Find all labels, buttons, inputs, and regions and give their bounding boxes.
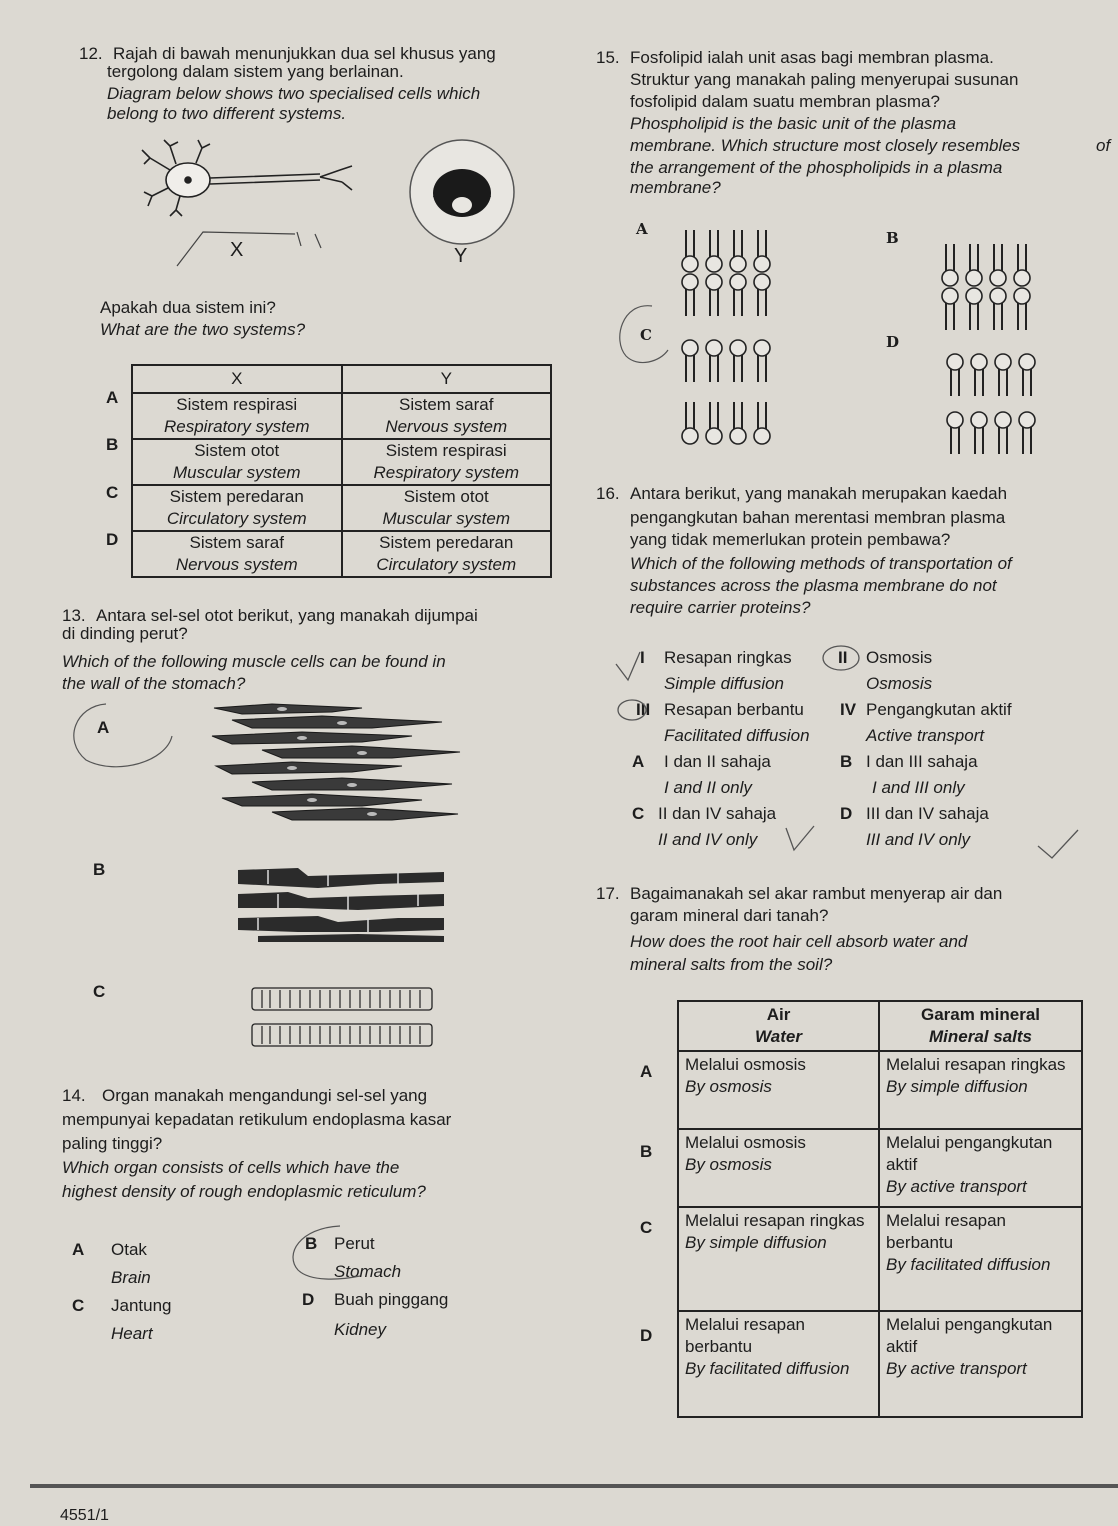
q15-option-a-letter[interactable]: A	[636, 220, 648, 238]
q13-option-b-letter[interactable]: B	[93, 860, 106, 879]
option-text: Melalui resapan ringkas	[685, 1211, 865, 1230]
q12-option-c-row[interactable]	[132, 485, 551, 531]
q14-en-line1: Which organ consists of cells which have the	[62, 1158, 400, 1177]
q12-question-en: What are the two systems?	[100, 320, 306, 339]
q16-option-a-ms[interactable]: I dan II sahaja	[664, 752, 771, 771]
q12-number: 12.	[79, 44, 103, 63]
option-text: Melalui pengangkutan aktif	[886, 1315, 1053, 1356]
q17-header-water-ms: Air	[766, 1005, 791, 1024]
q17-option-b-row[interactable]	[678, 1129, 1082, 1207]
q17-header-mineral-en: Mineral salts	[929, 1027, 1032, 1046]
phospholipid-molecule	[754, 274, 770, 316]
q13-option-a-letter[interactable]: A	[97, 718, 110, 737]
phospholipid-molecule	[754, 230, 770, 272]
q16-en-line2: substances across the plasma membrane do not	[630, 576, 997, 595]
phospholipid-molecule	[730, 340, 746, 382]
q16-item-ii-roman: II	[838, 648, 848, 667]
membrane-structure-b[interactable]	[936, 236, 1056, 346]
q16-item-i-en: Simple diffusion	[664, 674, 785, 693]
q16-item-ii-en: Osmosis	[866, 674, 933, 693]
skeletal-muscle-figure[interactable]	[250, 984, 435, 1054]
option-text: Melalui osmosis	[685, 1133, 806, 1152]
q17-en-line1: How does the root hair cell absorb water and	[630, 932, 968, 951]
membrane-structure-d[interactable]	[945, 350, 1055, 462]
option-text: Sistem otot	[403, 487, 489, 506]
q16-option-d-letter[interactable]: D	[840, 804, 853, 823]
q14-option-b-ms[interactable]: Perut	[334, 1234, 375, 1253]
phospholipid-molecule	[1014, 288, 1030, 330]
q12-option-a-letter[interactable]: A	[106, 388, 119, 407]
q17-header-mineral-ms: Garam mineral	[920, 1005, 1041, 1024]
q14-option-b-en: Stomach	[334, 1262, 402, 1281]
q14-option-d-ms[interactable]: Buah pinggang	[334, 1290, 449, 1309]
option-text-en: By active transport	[886, 1359, 1027, 1378]
neuron-annotation-lines	[175, 228, 325, 278]
pencil-circle-mark	[66, 700, 176, 770]
option-text: Melalui osmosis	[685, 1055, 806, 1074]
footer-divider	[30, 1484, 1118, 1488]
q15-option-b-letter[interactable]: B	[886, 229, 899, 247]
option-text: Sistem saraf	[189, 533, 284, 552]
neuron-cell-figure	[140, 140, 380, 240]
phospholipid-molecule	[966, 288, 982, 330]
phospholipid-molecule	[682, 340, 698, 382]
option-text-en: Circulatory system	[376, 555, 517, 574]
q17-ms-line1: Bagaimanakah sel akar rambut menyerap air dan	[630, 884, 1003, 903]
q17-option-b-letter[interactable]: B	[640, 1142, 653, 1161]
phospholipid-molecule	[995, 412, 1011, 454]
phospholipid-molecule	[682, 402, 698, 444]
q13-number: 13.	[62, 606, 86, 625]
phospholipid-molecule	[706, 274, 722, 316]
q16-ms-line3: yang tidak memerlukan protein pembawa?	[630, 530, 951, 549]
footer-code: 4551/1	[60, 1507, 109, 1524]
q12-header-x: X	[132, 365, 342, 393]
q15-en-line1: Phospholipid is the basic unit of the plasma	[630, 114, 957, 133]
membrane-structure-c[interactable]	[680, 336, 790, 446]
phospholipid-molecule	[995, 354, 1011, 396]
option-text-en: By facilitated diffusion	[886, 1255, 1051, 1274]
q14-option-b-letter[interactable]: B	[305, 1234, 318, 1253]
q14-ms-line2: mempunyai kepadatan retikulum endoplasma kasar	[62, 1110, 452, 1129]
q16-item-iv-roman: IV	[840, 700, 857, 719]
option-text-en: Nervous system	[385, 417, 508, 436]
pencil-circle-mark	[280, 1224, 410, 1284]
phospholipid-molecule	[682, 230, 698, 272]
phospholipid-molecule	[1014, 244, 1030, 286]
phospholipid-molecule	[754, 402, 770, 444]
q17-en-line2: mineral salts from the soil?	[630, 955, 833, 974]
q15-en-line2: membrane. Which structure most closely resembles	[630, 136, 1021, 155]
q16-option-d-en: III and IV only	[866, 830, 970, 849]
q15-en-line4: membrane?	[630, 178, 721, 197]
membrane-structure-a[interactable]	[680, 222, 790, 332]
q12-option-c-letter[interactable]: C	[106, 483, 119, 502]
q16-item-iii-en: Facilitated diffusion	[664, 726, 810, 745]
phospholipid-molecule	[706, 230, 722, 272]
q12-option-d-letter[interactable]: D	[106, 530, 119, 549]
q12-option-d-row[interactable]	[132, 531, 551, 577]
option-text-en: Respiratory system	[164, 417, 310, 436]
phospholipid-molecule	[971, 412, 987, 454]
q16-item-iv-en: Active transport	[866, 726, 985, 745]
q13-en-line2: the wall of the stomach?	[62, 674, 246, 693]
phospholipid-molecule	[971, 354, 987, 396]
q17-option-c-letter[interactable]: C	[640, 1218, 653, 1237]
phospholipid-molecule	[754, 340, 770, 382]
label-y: Y	[454, 245, 468, 267]
q15-ms-line3: fosfolipid dalam suatu membran plasma?	[630, 92, 940, 111]
q16-en-line1: Which of the following methods of transportation of	[630, 554, 1012, 573]
q14-en-line2: highest density of rough endoplasmic reticulum?	[62, 1182, 426, 1201]
q16-item-i-ms: Resapan ringkas	[664, 648, 792, 667]
phospholipid-molecule	[730, 274, 746, 316]
option-text-en: Muscular system	[382, 509, 511, 528]
q12-option-b-letter[interactable]: B	[106, 435, 119, 454]
q16-ms-line1: Antara berikut, yang manakah merupakan kaedah	[630, 484, 1008, 503]
q14-number: 14.	[62, 1086, 86, 1105]
q16-item-ii-ms: Osmosis	[866, 648, 933, 667]
q16-item-iii-roman: III	[636, 700, 651, 719]
q14-option-c-en: Heart	[111, 1324, 153, 1343]
q16-option-d-ms[interactable]: III dan IV sahaja	[866, 804, 989, 823]
phospholipid-molecule	[947, 412, 963, 454]
q16-option-a-letter[interactable]: A	[632, 752, 645, 771]
q16-option-a-en: I and II only	[664, 778, 752, 797]
q15-ms-line1: Fosfolipid ialah unit asas bagi membran plasma.	[630, 48, 994, 67]
q13-option-c-letter[interactable]: C	[93, 982, 106, 1001]
phospholipid-molecule	[966, 244, 982, 286]
q17-options-table	[677, 1000, 1083, 1418]
phospholipid-molecule	[1019, 412, 1035, 454]
q16-number: 16.	[596, 484, 620, 503]
phospholipid-molecule	[730, 402, 746, 444]
q14-option-a-en: Brain	[111, 1268, 151, 1287]
q12-option-a-row[interactable]	[132, 393, 551, 439]
pencil-circle-mark	[612, 300, 672, 370]
option-text-en: By osmosis	[685, 1155, 772, 1174]
q17-option-a-letter[interactable]: A	[640, 1062, 653, 1081]
q17-header-water-en: Water	[755, 1027, 802, 1046]
label-x: X	[230, 239, 244, 261]
q16-option-b-en: I and III only	[872, 778, 965, 797]
option-text: Sistem respirasi	[385, 441, 507, 460]
q12-en-line1: Diagram below shows two specialised cells which	[107, 84, 481, 103]
q14-option-d-letter[interactable]: D	[302, 1290, 315, 1309]
q16-option-c-ms[interactable]: II dan IV sahaja	[658, 804, 777, 823]
q15-en-line3: the arrangement of the phospholipids in a plasma	[630, 158, 1003, 177]
q13-en-line1: Which of the following muscle cells can be found in	[62, 652, 446, 671]
q17-option-a-row[interactable]	[678, 1051, 1082, 1129]
q17-option-c-row[interactable]	[678, 1207, 1082, 1311]
q14-option-a-letter[interactable]: A	[72, 1240, 85, 1259]
q12-options-table	[131, 364, 552, 578]
option-text-en: Circulatory system	[166, 509, 307, 528]
q16-item-iv-ms: Pengangkutan aktif	[866, 700, 1012, 719]
q13-ms-line2: di dinding perut?	[62, 624, 188, 643]
q16-option-b-ms[interactable]: I dan III sahaja	[866, 752, 978, 771]
option-text: Melalui resapan ringkas	[886, 1055, 1066, 1074]
option-text: Sistem peredaran	[169, 487, 304, 506]
q14-ms-line3: paling tinggi?	[62, 1134, 163, 1153]
q12-option-b-row[interactable]	[132, 439, 551, 485]
phospholipid-molecule	[730, 230, 746, 272]
option-text: Sistem otot	[194, 441, 280, 460]
pencil-annotation-marks	[600, 630, 1090, 860]
q17-option-d-row[interactable]	[678, 1311, 1082, 1417]
q16-item-i-roman: I	[640, 648, 645, 667]
q16-item-iii-ms: Resapan berbantu	[664, 700, 804, 719]
option-text-en: Respiratory system	[373, 463, 519, 482]
option-text: Melalui resapan berbantu	[886, 1211, 1007, 1252]
q17-option-d-letter[interactable]: D	[640, 1326, 653, 1345]
q15-option-c-letter[interactable]: C	[640, 326, 652, 344]
q12-en-line2: belong to two different systems.	[107, 104, 347, 123]
phospholipid-molecule	[990, 244, 1006, 286]
smooth-muscle-figure[interactable]	[212, 700, 462, 825]
q14-option-a-ms[interactable]: Otak	[111, 1240, 147, 1259]
option-text-en: Muscular system	[172, 463, 301, 482]
phospholipid-molecule	[706, 402, 722, 444]
option-text: Melalui resapan berbantu	[685, 1315, 806, 1356]
phospholipid-molecule	[947, 354, 963, 396]
q16-en-line3: require carrier proteins?	[630, 598, 811, 617]
option-text-en: Nervous system	[175, 555, 298, 574]
phospholipid-molecule	[682, 274, 698, 316]
phospholipid-molecule	[942, 244, 958, 286]
q14-option-c-letter[interactable]: C	[72, 1296, 85, 1315]
q15-number: 15.	[596, 48, 620, 67]
q17-number: 17.	[596, 884, 620, 903]
phospholipid-molecule	[706, 340, 722, 382]
q12-header-y: Y	[342, 365, 552, 393]
cardiac-muscle-figure[interactable]	[238, 866, 446, 944]
q16-option-c-en: II and IV only	[658, 830, 758, 849]
option-text-en: By active transport	[886, 1177, 1027, 1196]
q16-option-b-letter[interactable]: B	[840, 752, 853, 771]
phospholipid-molecule	[990, 288, 1006, 330]
option-text-en: By facilitated diffusion	[685, 1359, 850, 1378]
phospholipid-molecule	[1019, 354, 1035, 396]
q17-ms-line2: garam mineral dari tanah?	[630, 906, 829, 925]
option-text-en: By osmosis	[685, 1077, 772, 1096]
q14-ms-line1: Organ manakah mengandungi sel-sel yang	[102, 1086, 428, 1105]
q16-ms-line2: pengangkutan bahan merentasi membran plasma	[630, 508, 1006, 527]
phospholipid-molecule	[942, 288, 958, 330]
red-blood-cell-figure	[405, 135, 520, 250]
q16-option-c-letter[interactable]: C	[632, 804, 645, 823]
option-text: Sistem saraf	[399, 395, 494, 414]
option-text: Sistem respirasi	[176, 395, 298, 414]
option-text: Melalui pengangkutan aktif	[886, 1133, 1053, 1174]
q12-question-ms: Apakah dua sistem ini?	[100, 298, 276, 317]
option-text-en: By simple diffusion	[685, 1233, 827, 1252]
q15-margin-note: of	[1096, 136, 1111, 155]
option-text-en: By simple diffusion	[886, 1077, 1028, 1096]
q12-ms-line2: tergolong dalam sistem yang berlainan.	[107, 62, 404, 81]
q15-option-d-letter[interactable]: D	[886, 333, 900, 351]
q14-option-c-ms[interactable]: Jantung	[111, 1296, 172, 1315]
q15-ms-line2: Struktur yang manakah paling menyerupai susunan	[630, 70, 1019, 89]
option-text: Sistem peredaran	[379, 533, 514, 552]
q12-ms-line1: Rajah di bawah menunjukkan dua sel khusus yang	[113, 44, 496, 63]
q14-option-d-en: Kidney	[334, 1320, 386, 1339]
q13-ms-line1: Antara sel-sel otot berikut, yang manakah dijumpai	[96, 606, 478, 625]
